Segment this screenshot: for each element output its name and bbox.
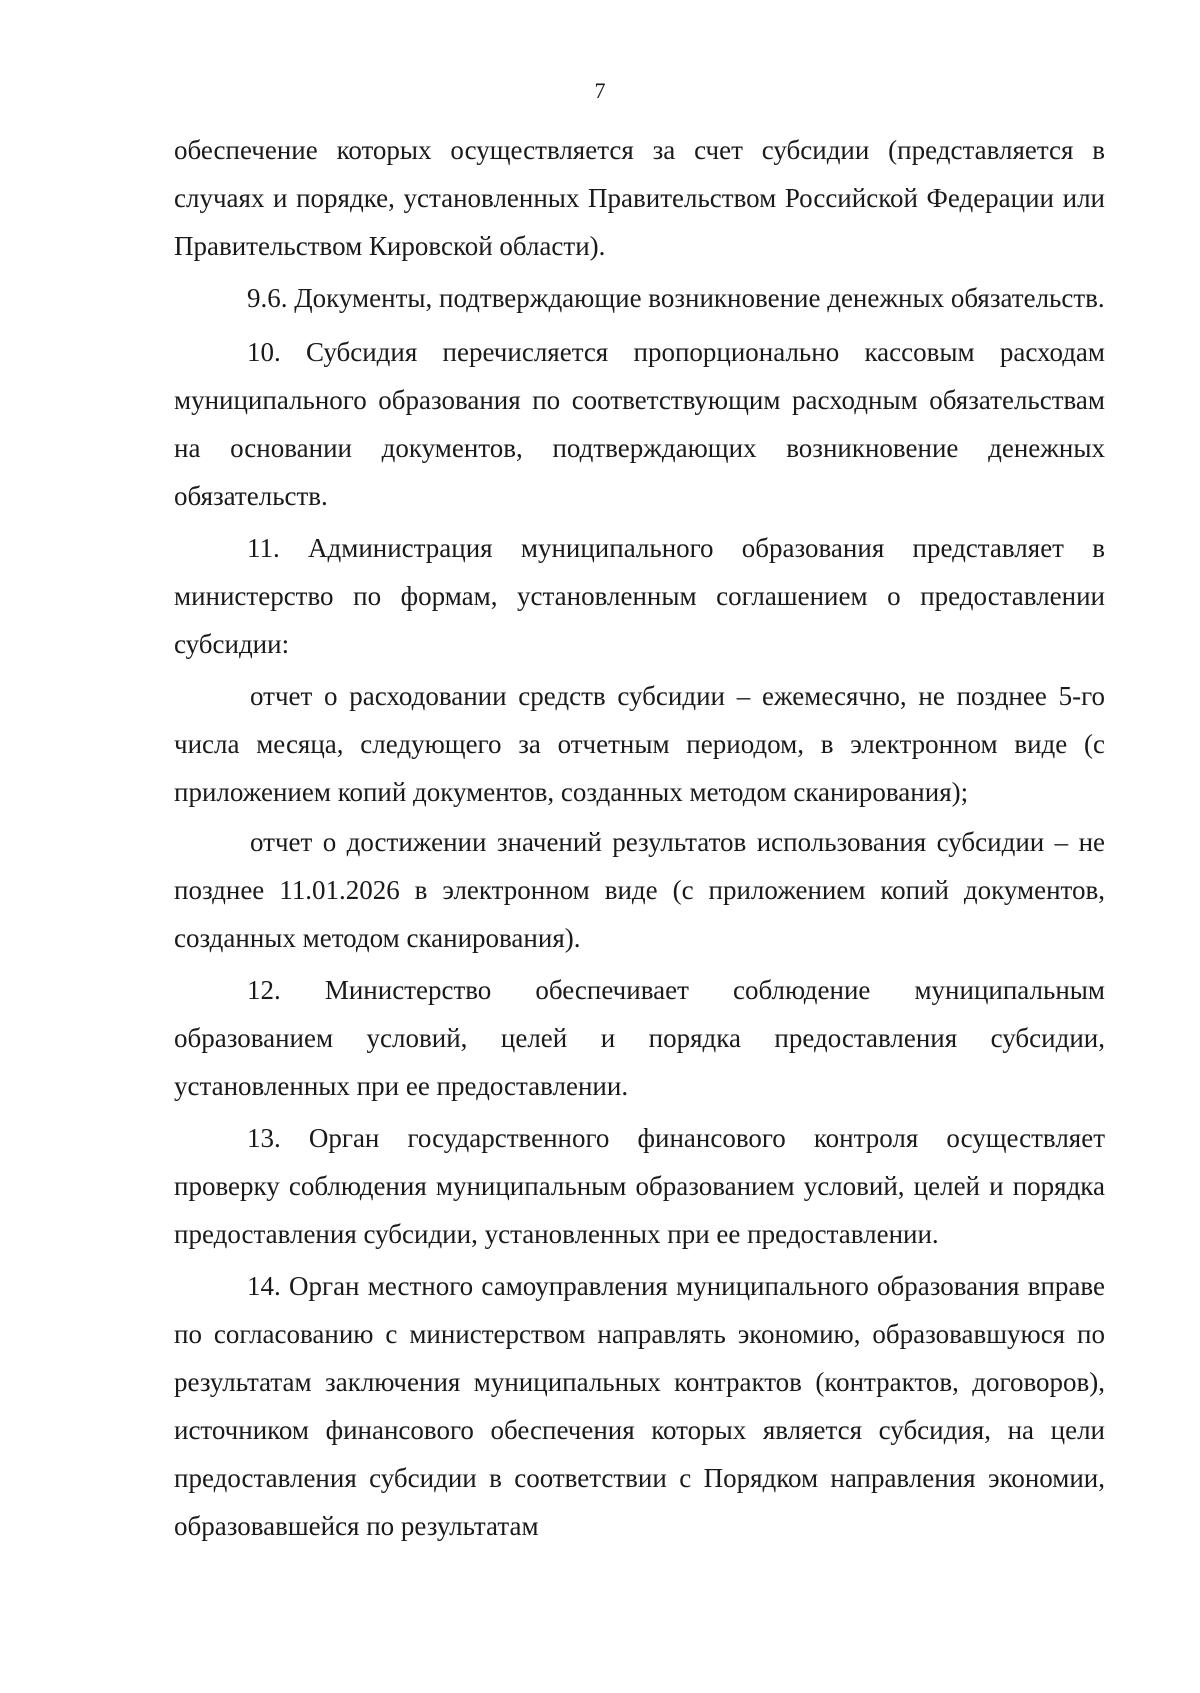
paragraph-continuation: обеспечение которых осуществляется за счет субсидии (представляется в случаях и порядке, установленных Правительством Российской Федерации или Правительством Кировской области).	[174, 135, 1105, 261]
paragraph-13: 13. Орган государственного финансового контроля осуществляет проверку соблюдения муниципальным образованием условий, целей и порядка предоставления субсидии, установленных при ее предоставлении.	[174, 1123, 1105, 1249]
paragraph-9-6: 9.6. Документы, подтверждающие возникновение денежных обязательств.	[247, 283, 1105, 313]
document-body	[174, 126, 1105, 1550]
paragraph-14: 14. Орган местного самоуправления муниципального образования вправе по согласованию с министерством направлять экономию, образовавшуюся по результатам заключения муниципальных контрактов (контрактов, договоров), источником финансового обеспечения которых является субсидия, на цели предоставления субсидии в соответствии с Порядком направления экономии, образовавшейся по результатам	[174, 1271, 1105, 1541]
paragraph-12: 12. Министерство обеспечивает соблюдение муниципальным образованием условий, целей и порядка предоставления субсидии, установленных при ее предоставлении.	[174, 975, 1105, 1101]
page-number: 7	[594, 78, 606, 103]
paragraph-11-report-results: отчет о достижении значений результатов использования субсидии – не позднее 11.01.2026 в электронном виде (с приложением копий документов, созданных методом сканирования).	[174, 827, 1105, 953]
paragraph-10: 10. Субсидия перечисляется пропорционально кассовым расходам муниципального образования по соответствующим расходным обязательствам на основании документов, подтверждающих возникновение денежных обязательств.	[174, 337, 1105, 511]
paragraph-11: 11. Администрация муниципального образования представляет в министерство по формам, установленным соглашением о предоставлении субсидии:	[174, 533, 1105, 659]
paragraph-11-report-monthly: отчет о расходовании средств субсидии – ежемесячно, не позднее 5-го числа месяца, следующего за отчетным периодом, в электронном виде (с приложением копий документов, созданных методом сканирования);	[174, 681, 1105, 807]
